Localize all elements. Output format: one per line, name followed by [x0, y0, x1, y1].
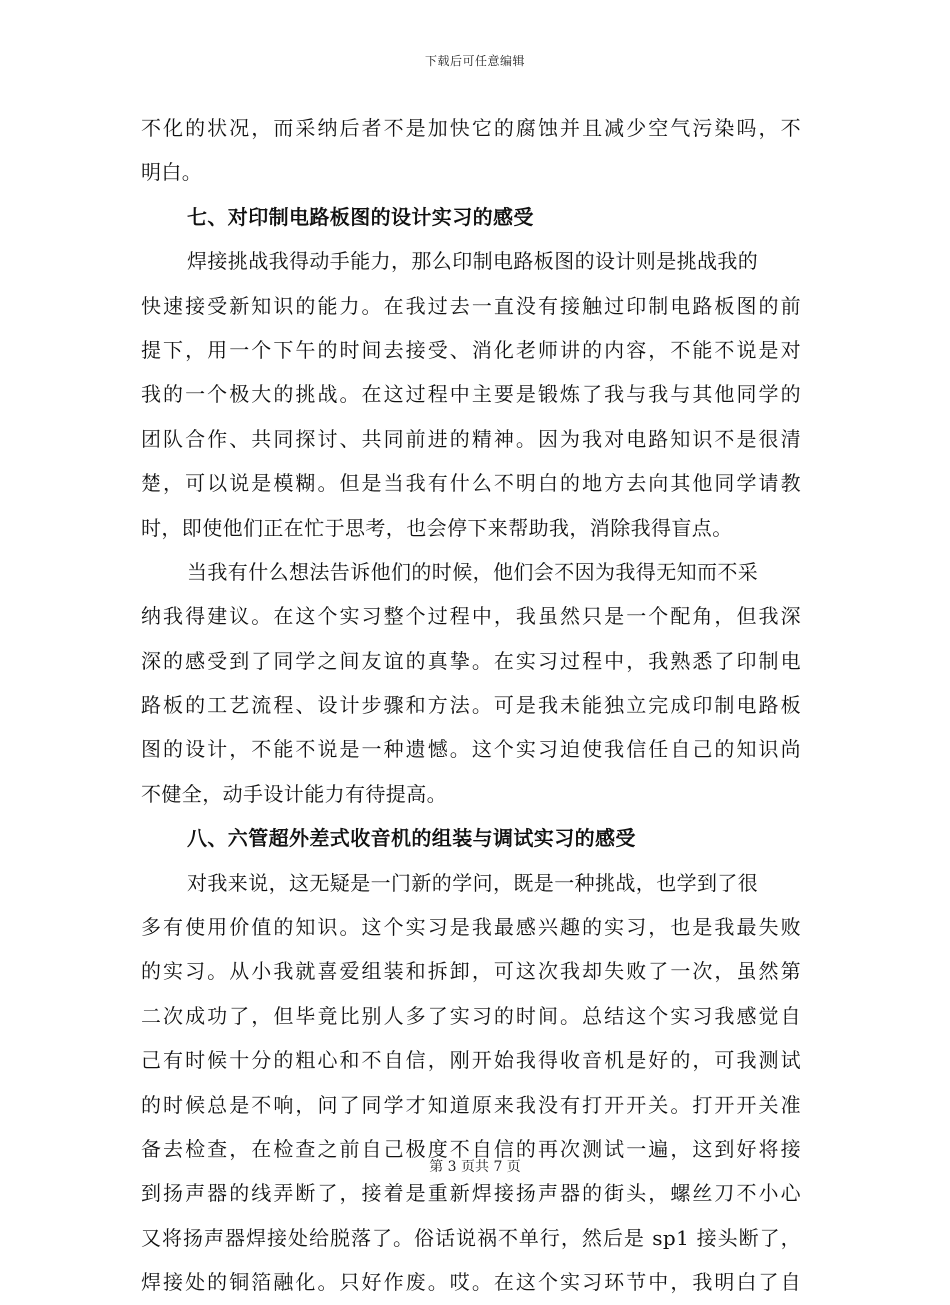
text-line: 路板的工艺流程、设计步骤和方法。可是我未能独立完成印制电路板: [141, 693, 801, 718]
text-line: 己有时候十分的粗心和不自信，刚开始我得收音机是好的，可我测试: [141, 1048, 801, 1073]
text-line: 纳我得建议。在这个实习整个过程中，我虽然只是一个配角，但我深: [141, 604, 801, 629]
text-line: 图的设计，不能不说是一种遗憾。这个实习迫使我信任自己的知识尚: [141, 737, 801, 762]
page-header: 下载后可任意编辑: [424, 54, 525, 68]
text-line: 的时候总是不响，问了同学才知道原来我没有打开开关。打开开关准: [141, 1092, 801, 1117]
text-line: 不化的状况，而采纳后者不是加快它的腐蚀并且减少空气污染吗，不: [141, 116, 801, 140]
text-line: 不健全，动手设计能力有待提高。: [141, 781, 447, 806]
paragraph-first-line: 当我有什么想法告诉他们的时候，他们会不因为我得无知而不采: [187, 559, 759, 584]
text-line: 多有使用价值的知识。这个实习是我最感兴趣的实习，也是我最失败: [141, 915, 801, 940]
text-line: 楚，可以说是模糊。但是当我有什么不明白的地方去向其他同学请教: [141, 471, 801, 496]
text-line: 焊接处的铜箔融化。只好作废。哎。在这个实习环节中，我明白了自: [141, 1270, 801, 1295]
text-line: 提下，用一个下午的时间去接受、消化老师讲的内容，不能不说是对: [141, 337, 801, 362]
section-heading: 七、对印制电路板图的设计实习的感受: [187, 204, 534, 229]
text-line: 又将扬声器焊接处给脱落了。俗话说祸不单行，然后是 sp1 接头断了，: [141, 1225, 801, 1250]
text-line: 二次成功了，但毕竟比别人多了实习的时间。总结这个实习我感觉自: [141, 1003, 801, 1028]
text-line: 我的一个极大的挑战。在这过程中主要是锻炼了我与我与其他同学的: [141, 382, 801, 407]
text-line: 的实习。从小我就喜爱组装和拆卸，可这次我却失败了一次，虽然第: [141, 959, 801, 984]
text-line: 时，即使他们正在忙于思考，也会停下来帮助我，消除我得盲点。: [141, 515, 733, 540]
section-heading: 八、六管超外差式收音机的组装与调试实习的感受: [187, 826, 636, 851]
text-line: 快速接受新知识的能力。在我过去一直没有接触过印制电路板图的前: [141, 293, 801, 318]
text-line: 深的感受到了同学之间友谊的真挚。在实习过程中，我熟悉了印制电: [141, 648, 801, 673]
text-line: 备去检查，在检查之前自己极度不自信的再次测试一遍，这到好将接: [141, 1136, 801, 1161]
paragraph-first-line: 对我来说，这无疑是一门新的学问，既是一种挑战，也学到了很: [187, 870, 759, 895]
text-line: 团队合作、共同探讨、共同前进的精神。因为我对电路知识不是很清: [141, 426, 801, 451]
text-line: 明白。: [141, 160, 203, 185]
document-body: [141, 106, 801, 1305]
paragraph-first-line: 焊接挑战我得动手能力，那么印制电路板图的设计则是挑战我的: [187, 249, 759, 274]
page-number: 第 3 页共 7 页: [429, 1159, 521, 1175]
text-line: 到扬声器的线弄断了，接着是重新焊接扬声器的街头，螺丝刀不小心: [141, 1181, 801, 1206]
